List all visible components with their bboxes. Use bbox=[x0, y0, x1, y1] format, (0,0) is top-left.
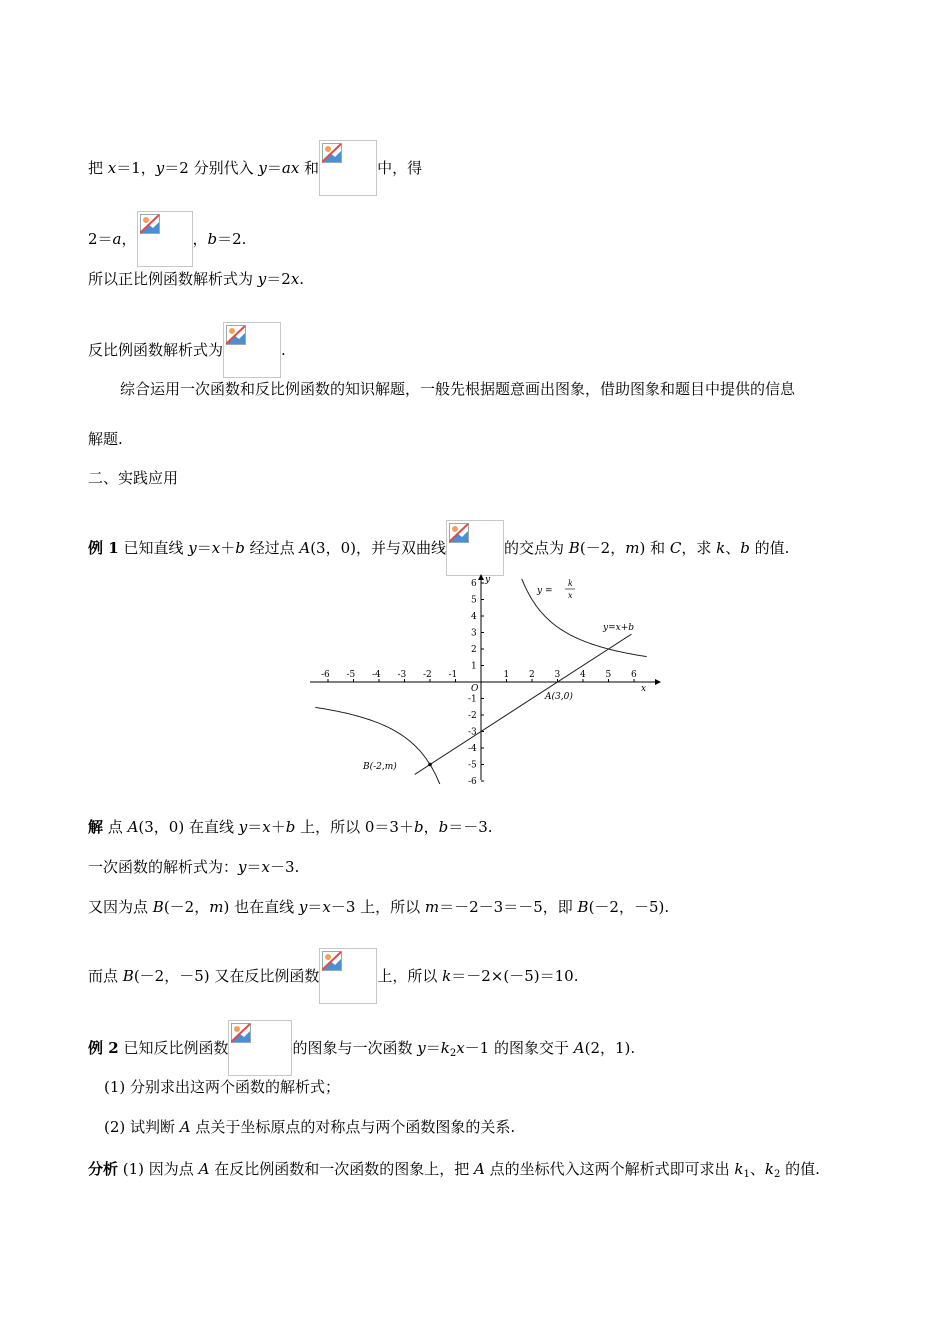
text: 、 bbox=[725, 539, 741, 557]
text-line-2 bbox=[88, 211, 246, 267]
text: (－2，－5). bbox=[588, 898, 670, 916]
x-tick-label: 6 bbox=[631, 670, 637, 680]
text: (2) 试判断 bbox=[104, 1118, 180, 1136]
text: A bbox=[198, 1160, 210, 1178]
text: y bbox=[298, 898, 308, 916]
text: m bbox=[424, 898, 440, 916]
text: 已知反比例函数 bbox=[118, 1039, 229, 1057]
x-tick-label: -5 bbox=[346, 670, 356, 680]
text: x bbox=[456, 1039, 465, 1057]
y-axis-arrow bbox=[478, 574, 484, 580]
question-1 bbox=[104, 1076, 340, 1097]
text: 、 bbox=[749, 1160, 765, 1178]
text: 所以正比例函数解析式为 bbox=[88, 270, 258, 288]
text: 反比例函数解析式为 bbox=[88, 341, 224, 359]
text: (－2， bbox=[579, 539, 626, 557]
y-tick-label: -3 bbox=[468, 727, 477, 738]
question-2 bbox=[104, 1116, 515, 1137]
text: y bbox=[238, 858, 247, 876]
text: －3 上，所以 bbox=[330, 898, 425, 916]
text: ， bbox=[192, 230, 208, 248]
paragraph-line bbox=[88, 428, 123, 449]
example-label: 例 1 bbox=[88, 539, 119, 557]
text: b bbox=[285, 818, 296, 836]
text: －3. bbox=[269, 858, 300, 876]
text: ＝－2×(－5)＝10. bbox=[451, 967, 579, 985]
origin-label: O bbox=[471, 684, 479, 694]
text: ， bbox=[121, 230, 137, 248]
text: y bbox=[155, 159, 165, 177]
text: ＝2 bbox=[266, 270, 291, 288]
text: ) 也在直线 bbox=[223, 898, 299, 916]
text: A bbox=[179, 1118, 191, 1136]
text: k bbox=[442, 967, 452, 985]
subscript: 2 bbox=[773, 1169, 781, 1180]
y-tick-label: -1 bbox=[468, 694, 477, 705]
text: y bbox=[238, 818, 248, 836]
text: 解题. bbox=[88, 430, 123, 448]
point-b bbox=[428, 763, 432, 767]
x-tick-label: 4 bbox=[580, 670, 586, 680]
text: . bbox=[299, 270, 305, 288]
hyperbola-label: y = bbox=[537, 586, 553, 596]
text: 上，所以 bbox=[377, 967, 443, 985]
y-tick-label: 6 bbox=[471, 579, 477, 589]
example-label: 例 2 bbox=[88, 1039, 119, 1057]
text: x bbox=[211, 539, 221, 557]
broken-image-icon bbox=[446, 520, 504, 576]
text: 而点 bbox=[88, 967, 123, 985]
text: A bbox=[573, 1039, 585, 1057]
subscript: 1 bbox=[743, 1169, 750, 1180]
text: k bbox=[764, 1160, 774, 1178]
point-b-label: B(-2,m) bbox=[363, 762, 397, 772]
text: x bbox=[262, 818, 271, 836]
example-2-statement bbox=[88, 1020, 635, 1076]
text: ＝ bbox=[196, 539, 212, 557]
text: 经过点 bbox=[244, 539, 300, 557]
solution-line-4 bbox=[88, 948, 578, 1004]
text: 把 bbox=[88, 159, 108, 177]
text: m bbox=[209, 898, 224, 916]
text: ＝1， bbox=[116, 159, 156, 177]
example-1-statement bbox=[88, 520, 789, 576]
text: m bbox=[625, 539, 640, 557]
text: B bbox=[568, 539, 580, 557]
hyperbola-label-denominator: x bbox=[568, 591, 573, 600]
broken-image-icon bbox=[223, 322, 281, 378]
text: ， bbox=[423, 818, 439, 836]
text-line-1 bbox=[88, 140, 422, 196]
x-tick-label: -6 bbox=[321, 670, 330, 680]
text: －1 的图象交于 bbox=[464, 1039, 574, 1057]
y-tick-label: 3 bbox=[471, 628, 477, 639]
text: k bbox=[440, 1039, 450, 1057]
hyperbola-label-numerator: k bbox=[568, 579, 573, 588]
x-axis-label: x bbox=[641, 684, 647, 694]
text: A bbox=[127, 818, 139, 836]
x-tick-label: -4 bbox=[372, 670, 381, 680]
text: 一次函数的解析式为： bbox=[88, 858, 239, 876]
text: k bbox=[716, 539, 726, 557]
paragraph-line bbox=[120, 378, 795, 399]
y-tick-label: -2 bbox=[468, 711, 477, 721]
y-tick-label: -6 bbox=[468, 777, 477, 784]
text-line-4 bbox=[88, 322, 286, 378]
text: x bbox=[290, 270, 300, 288]
analysis-label: 分析 bbox=[88, 1160, 119, 1178]
text: 的交点为 bbox=[504, 539, 569, 557]
text: ＝ bbox=[266, 159, 282, 177]
text: C bbox=[669, 539, 682, 557]
text-line-3 bbox=[88, 268, 304, 289]
text: x bbox=[261, 858, 270, 876]
text: B bbox=[152, 898, 164, 916]
text: ＋ bbox=[270, 818, 286, 836]
text: 又因为点 bbox=[88, 898, 153, 916]
hyperbola-branch-3 bbox=[315, 707, 441, 784]
text: (－2，－5) 又在反比例函数 bbox=[133, 967, 320, 985]
text: 的值. bbox=[749, 539, 790, 557]
solution-label: 解 bbox=[88, 818, 104, 836]
text: 2＝ bbox=[88, 230, 113, 248]
text: (1) 分别求出这两个函数的解析式； bbox=[104, 1078, 341, 1096]
text: b bbox=[413, 818, 424, 836]
solution-line-3 bbox=[88, 896, 669, 917]
text: k bbox=[734, 1160, 744, 1178]
x-tick-label: 5 bbox=[605, 670, 612, 680]
y-tick-label: 4 bbox=[471, 612, 477, 622]
text: y bbox=[417, 1039, 426, 1057]
text: B bbox=[577, 898, 589, 916]
text: ＝ bbox=[247, 818, 263, 836]
solution-line-1 bbox=[88, 816, 493, 837]
broken-image-icon bbox=[319, 140, 377, 196]
text: 中，得 bbox=[377, 159, 423, 177]
y-tick-label: -4 bbox=[468, 744, 477, 754]
text: b bbox=[740, 539, 750, 557]
y-axis-label: y bbox=[485, 575, 491, 585]
text: 和 bbox=[299, 159, 320, 177]
line-y-x-plus-b bbox=[415, 634, 632, 774]
text: ，求 bbox=[681, 539, 717, 557]
y-tick-label: -5 bbox=[468, 760, 477, 771]
text: 二、实践应用 bbox=[88, 469, 179, 487]
y-tick-label: 2 bbox=[471, 645, 477, 655]
text: ＝－3. bbox=[448, 818, 493, 836]
text: (3，0) 在直线 bbox=[138, 818, 239, 836]
text: A bbox=[473, 1160, 485, 1178]
text: ＝ bbox=[425, 1039, 441, 1057]
text: 点 bbox=[103, 818, 128, 836]
text: 综合运用一次函数和反比例函数的知识解题，一般先根据题意画出图象，借助图象和题目中提供的信息 bbox=[120, 380, 796, 398]
text: y bbox=[257, 270, 267, 288]
text: ＝ bbox=[246, 858, 262, 876]
text: ＝2. bbox=[217, 230, 247, 248]
text: ＝2 分别代入 bbox=[164, 159, 259, 177]
text: (2，1). bbox=[584, 1039, 636, 1057]
text: A bbox=[299, 539, 311, 557]
text: x bbox=[322, 898, 331, 916]
broken-image-icon bbox=[137, 211, 193, 267]
text: 已知直线 bbox=[118, 539, 189, 557]
text: (－2， bbox=[163, 898, 210, 916]
text: 在反比例函数和一次函数的图象上，把 bbox=[209, 1160, 474, 1178]
y-tick-label: 5 bbox=[471, 595, 477, 606]
text: b bbox=[235, 539, 245, 557]
text: x bbox=[107, 159, 117, 177]
text: b bbox=[207, 230, 218, 248]
x-tick-label: 1 bbox=[503, 670, 510, 680]
text: 的值. bbox=[780, 1160, 820, 1178]
text: a bbox=[112, 230, 122, 248]
text: y bbox=[188, 539, 197, 557]
text: (1) 因为点 bbox=[118, 1160, 199, 1178]
point-a-label: A(3,0) bbox=[545, 692, 573, 702]
text: ＝－2－3＝－5，即 bbox=[439, 898, 578, 916]
x-tick-label: -1 bbox=[448, 670, 458, 680]
function-graph bbox=[305, 572, 675, 784]
text: 点的坐标代入这两个解析式即可求出 bbox=[484, 1160, 735, 1178]
x-axis-arrow bbox=[655, 679, 661, 685]
section-heading bbox=[88, 467, 178, 488]
x-tick-label: -2 bbox=[423, 670, 432, 680]
broken-image-icon bbox=[228, 1020, 292, 1076]
text: ＝ bbox=[307, 898, 323, 916]
text: 点关于坐标原点的对称点与两个函数图象的关系. bbox=[190, 1118, 516, 1136]
x-tick-label: 2 bbox=[529, 670, 535, 680]
text: 上，所以 0＝3＋ bbox=[295, 818, 414, 836]
text: 的图象与一次函数 bbox=[292, 1039, 418, 1057]
text: y bbox=[258, 159, 267, 177]
x-tick-label: -3 bbox=[397, 670, 407, 680]
solution-line-2 bbox=[88, 856, 299, 877]
text: ) 和 bbox=[639, 539, 670, 557]
text: ax bbox=[281, 159, 300, 177]
line-label: y=x+b bbox=[603, 623, 635, 633]
y-tick-label: 1 bbox=[471, 661, 477, 672]
subscript: 2 bbox=[449, 1048, 457, 1059]
text: . bbox=[281, 341, 286, 359]
text: B bbox=[122, 967, 134, 985]
analysis-line bbox=[88, 1158, 820, 1185]
text: b bbox=[438, 818, 449, 836]
text: (3，0)，并与双曲线 bbox=[310, 539, 446, 557]
x-tick-label: 3 bbox=[554, 670, 561, 680]
text: ＋ bbox=[220, 539, 236, 557]
broken-image-icon bbox=[319, 948, 377, 1004]
